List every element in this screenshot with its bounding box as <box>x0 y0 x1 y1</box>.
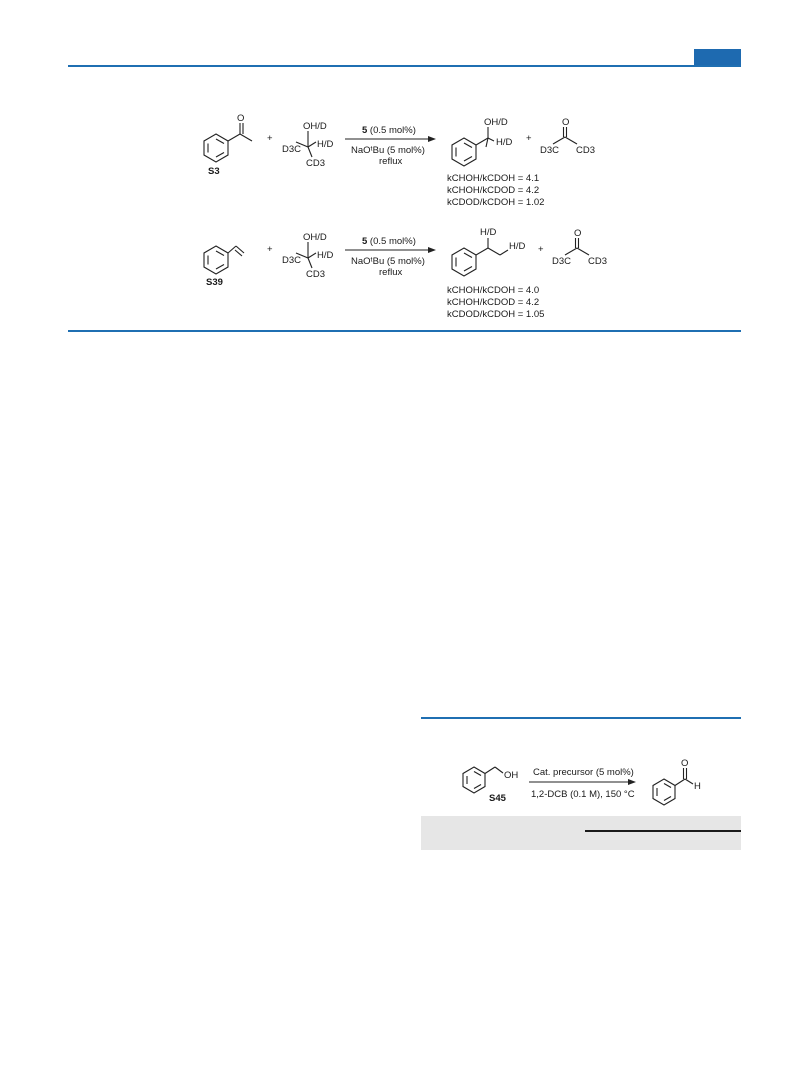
condition-catalyst: Cat. precursor (5 mol%) <box>533 767 634 778</box>
reagent-hd: H/D <box>317 250 334 261</box>
acetone-cd3: CD3 <box>588 256 608 267</box>
product-h: H <box>694 781 701 792</box>
kie-value-1: kCHOH/kCDOH = 4.0 <box>447 285 540 296</box>
plus-sign-2: + <box>538 244 544 255</box>
condition-solvent: 1,2-DCB (0.1 M), 150 °C <box>531 789 635 800</box>
reagent-d3c: D3C <box>282 144 302 155</box>
reaction-1 <box>204 113 595 208</box>
condition-base: NaOᵗBu (5 mol%) <box>351 145 425 156</box>
substrate-label-s45: S45 <box>489 793 506 804</box>
substrate-oh: OH <box>504 770 519 781</box>
kie-value-1: kCHOH/kCDOH = 4.1 <box>447 173 540 184</box>
acetone-o: O <box>562 117 570 128</box>
header-rule <box>68 65 741 67</box>
product-hd: H/D <box>496 137 513 148</box>
condition-catalyst: 5 (0.5 mol%) <box>362 125 416 136</box>
acetone-d3c: D3C <box>540 145 560 156</box>
benzaldehyde-structure <box>653 758 701 805</box>
reaction-arrow <box>345 136 436 142</box>
reaction-2 <box>204 227 607 320</box>
header-tab <box>694 49 741 66</box>
isopropanol-structure <box>282 121 334 169</box>
acetone-structure <box>552 228 607 267</box>
reaction-arrow <box>529 779 636 785</box>
scheme-bottom-rule <box>68 330 741 332</box>
acetone-cd3: CD3 <box>576 145 596 156</box>
acetophenone-structure <box>204 113 252 162</box>
styrene-structure <box>204 246 244 274</box>
acetone-structure <box>540 117 595 156</box>
oxidation-scheme <box>421 755 741 810</box>
product-hd-top: H/D <box>480 227 497 238</box>
acetone-o: O <box>574 228 582 239</box>
reagent-oh: OH/D <box>303 121 327 132</box>
condition-temp: reflux <box>379 156 403 167</box>
plus-sign: + <box>267 244 273 255</box>
kie-scheme <box>68 105 741 330</box>
condition-base: NaOᵗBu (5 mol%) <box>351 256 425 267</box>
substrate-label-s3: S3 <box>208 166 220 177</box>
product-ethylbenzene-structure <box>452 227 526 276</box>
reaction-arrow <box>345 247 436 253</box>
kie-value-2: kCHOH/kCDOD = 4.2 <box>447 297 540 308</box>
reagent-oh: OH/D <box>303 232 327 243</box>
reagent-cd3: CD3 <box>306 269 326 280</box>
isopropanol-structure <box>282 232 334 280</box>
product-alcohol-structure <box>452 117 513 166</box>
reagent-hd: H/D <box>317 139 334 150</box>
svg-text:O: O <box>237 113 245 124</box>
product-hd-right: H/D <box>509 241 526 252</box>
benzyl-alcohol-structure <box>463 767 518 793</box>
kie-value-3: kCDOD/kCDOH = 1.02 <box>447 197 545 208</box>
kie-value-3: kCDOD/kCDOH = 1.05 <box>447 309 545 320</box>
table-header-rule <box>585 830 741 832</box>
kie-value-2: kCHOH/kCDOD = 4.2 <box>447 185 540 196</box>
table-top-rule <box>421 717 741 719</box>
reagent-cd3: CD3 <box>306 158 326 169</box>
table-header-band <box>421 816 741 850</box>
plus-sign: + <box>267 133 273 144</box>
acetone-d3c: D3C <box>552 256 572 267</box>
substrate-label-s39: S39 <box>206 277 223 288</box>
plus-sign-2: + <box>526 133 532 144</box>
condition-catalyst: 5 (0.5 mol%) <box>362 236 416 247</box>
reagent-d3c: D3C <box>282 255 302 266</box>
condition-temp: reflux <box>379 267 403 278</box>
product-o: O <box>681 758 689 769</box>
product-oh: OH/D <box>484 117 508 128</box>
